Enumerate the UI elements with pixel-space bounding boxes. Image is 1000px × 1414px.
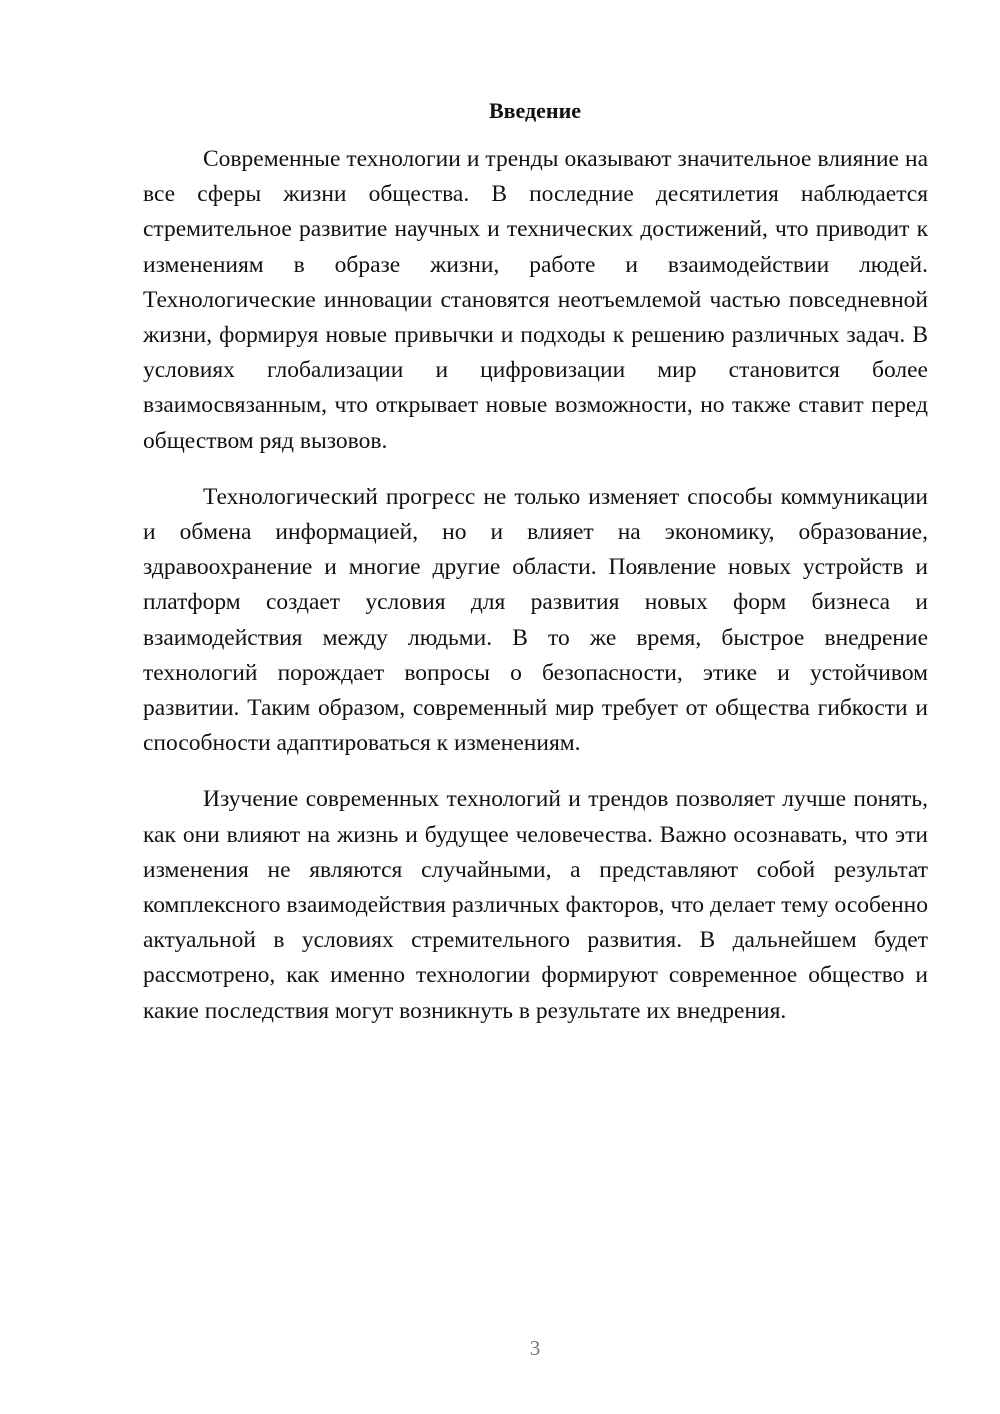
page-number: 3 — [529, 1336, 541, 1360]
paragraph-1: Современные технологии и тренды оказывают значительное влияние на все сферы жизни общества. В последние десятилетия наблюдается стремительное развитие научных и технических достижений, что приводит к изменениям в образе жизни, работе и взаимодействии людей. Технологические инновации становятся неотъемлемой частью повседневной жизни, формируя новые привычки и подходы к решению различных задач. В условиях глобализации и цифровизации мир становится более взаимосвязанным, что открывает новые возможности, но также ставит перед обществом ряд вызовов. — [143, 146, 928, 454]
page-title: Введение — [488, 98, 582, 123]
body-text — [143, 142, 928, 1029]
paragraph-3: Изучение современных технологий и трендов позволяет лучше понять, как они влияют на жизнь и будущее человечества. Важно осознавать, что эти изменения не являются случайными, а представляют собой результат комплексного взаимодействия различных факторов, что делает тему особенно актуальной в условиях стремительного развития. В дальнейшем будет рассмотрено, как именно технологии формируют современное общество и какие последствия могут возникнуть в результате их внедрения. — [143, 786, 928, 1024]
paragraph-2: Технологический прогресс не только изменяет способы коммуникации и обмена информацией, но и влияет на экономику, образование, здравоохранение и многие другие области. Появление новых устройств и платформ создает условия для развития новых форм бизнеса и взаимодействия между людьми. В то же время, быстрое внедрение технологий порождает вопросы о безопасности, этике и устойчивом развитии. Таким образом, современный мир требует от общества гибкости и способности адаптироваться к изменениям. — [143, 483, 928, 757]
